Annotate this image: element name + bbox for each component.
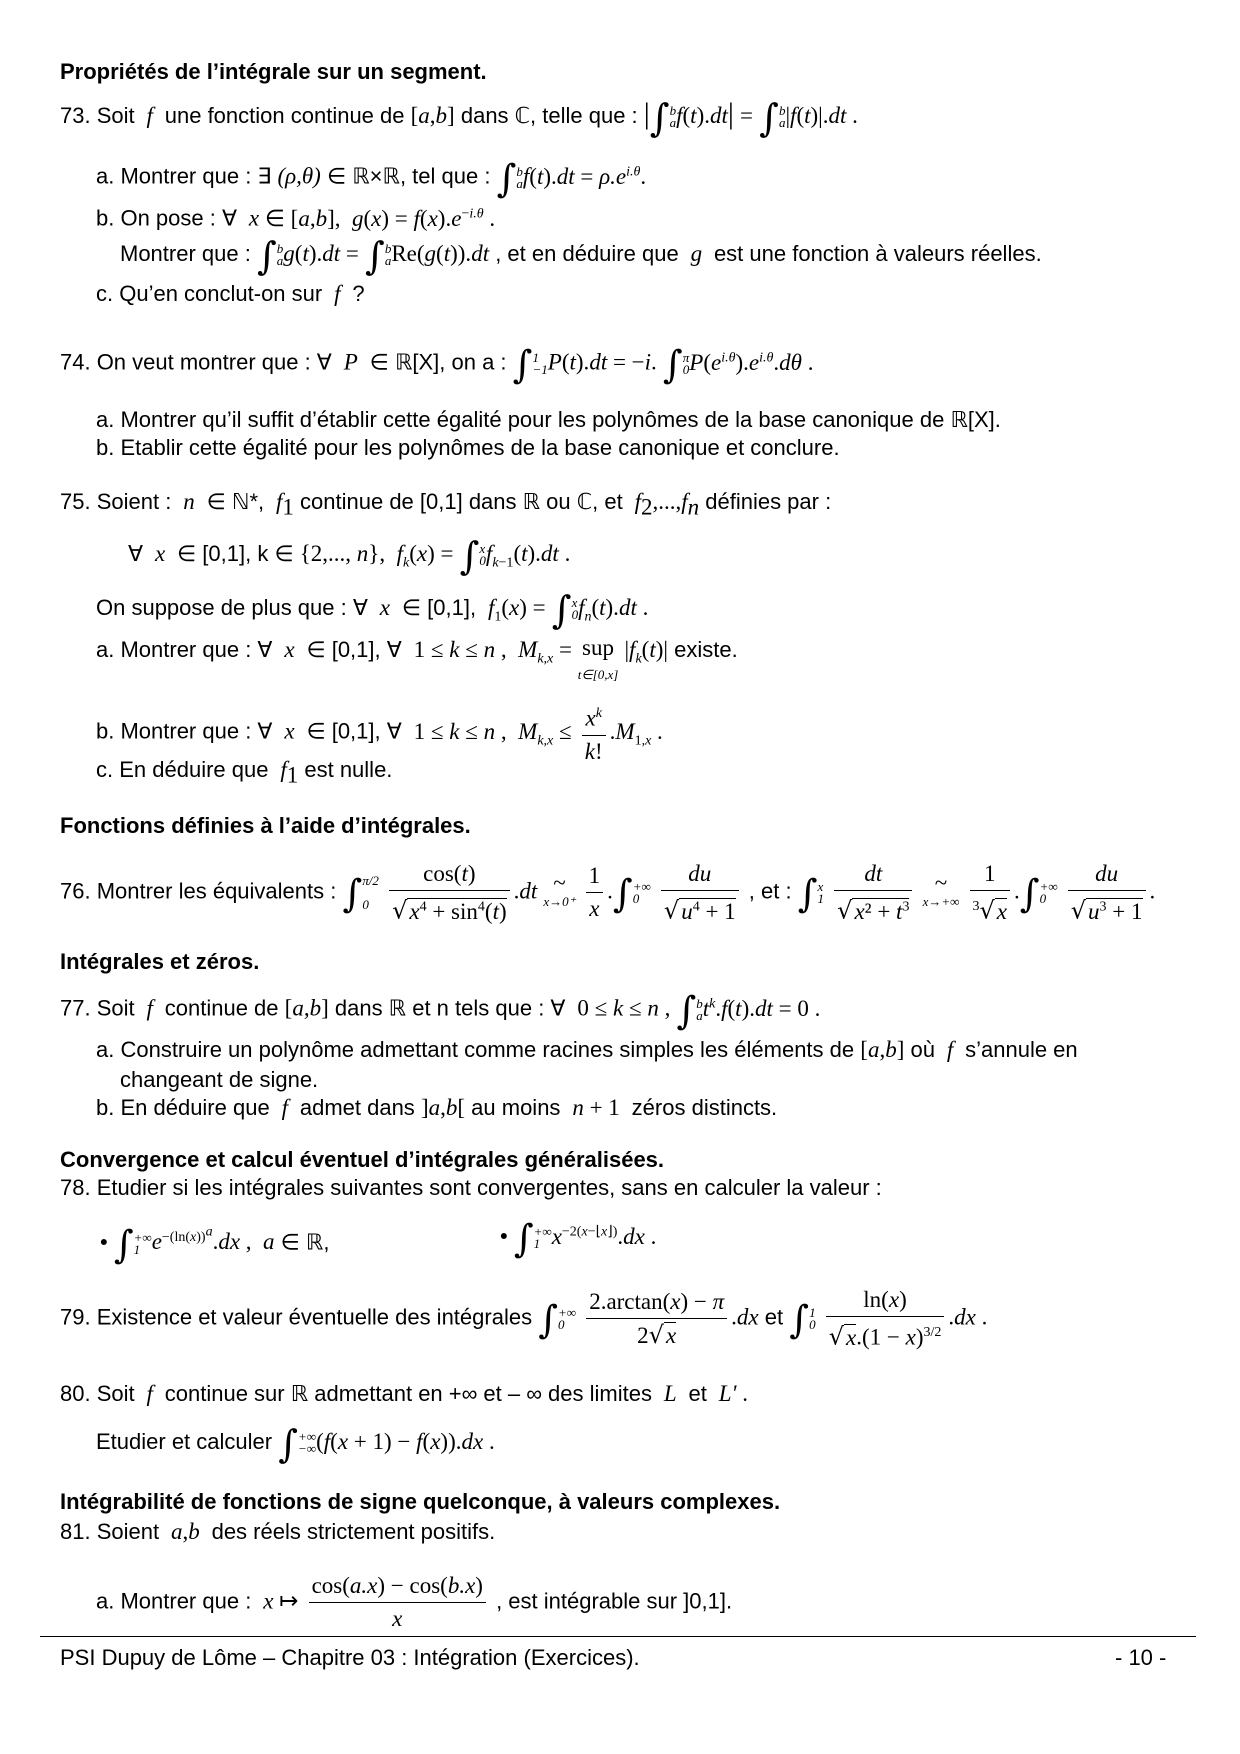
section-heading: Fonctions définies à l’aide d’intégrales. [60,813,471,838]
exercise-73c: c. Qu’en conclut-on sur f ? [96,281,365,306]
exercise-77b: b. En déduire que f admet dans ]a,b[ au moins n + 1 zéros distincts. [96,1095,778,1120]
exercise-75-definition: ∀ x ∈ [0,1], k ∈ {2,..., n}, $f_k(x) = \int x$ $0f_{k-1}(t).dt$ . [128,534,571,578]
exercise-73a: a. Montrer que : ∃ (ρ,θ) ∈ ℝ×ℝ, tel que : ∫b $af(t).dt = \rho.e^{i.\theta}$. [96,156,647,201]
exercise-75b: b. Montrer que : ∀ x ∈ [0,1], ∀ 1 ≤ k ≤ n , $M_{k,x}$ ≤ $\frac{x^k}{k!}$ $.M_{1,x}$ . [96,700,663,766]
exercise-81a: a. Montrer que : x ↦ $\frac{\cos(a.x) - \cos(b.x)}{x}$ , est intégrable sur ]0,1]. [96,1573,733,1631]
page-number: - 10 - [1115,1645,1167,1670]
exercise-75c: c. En déduire que $f_1$ est nulle. [96,757,393,788]
exercise-77a-2: changeant de signe. [120,1067,319,1092]
exercise-78-integral-1: • ∫+∞ 1 $e^{-(ln(x))^a}.dx$ , a ∈ ℝ, [100,1222,330,1267]
section-heading: Convergence et calcul éventuel d’intégrales généralisées. [60,1147,665,1172]
exercise-75-statement: 75. Soient : n ∈ ℕ*, $f_1$ continue de [0,1] dans ℝ ou ℂ, et $f_2,...,f_n$ définies par : [60,489,832,520]
exercise-75-hypothesis: On suppose de plus que : ∀ x ∈ [0,1], $f_1(x) = \int x$ $0f_n(t).dt$ . [96,588,649,632]
footer-rule [40,1636,1196,1637]
exercise-78-statement: 78. Etudier si les intégrales suivantes sont convergentes, sans en calculer la valeur : [60,1175,882,1200]
exercise-76-statement: 76. Montrer les équivalents : ∫π/2 0 $\frac{\cos(t)}{√x^4 + \sin^4(t)}$ .dt ~ x→0⁺ $\frac{1}{x}$ .∫+∞ 0 $\frac{du}{√u^4 + 1}$ , et : ∫x 1 $\frac{dt}{√x^2 + t^3}$ ~ x→+∞ $\frac{1}{^3√x}$ .∫+∞ 0 $\frac{du}{√u^3 + 1}$ . [60,861,1156,925]
exercise-81-statement: 81. Soient a,b des réels strictement positifs. [60,1519,496,1544]
exercise-73b: b. On pose : ∀ x ∈ [a,b], $g(x) = f(x).e^{-i.\theta}$ . [96,205,496,231]
footer-title: PSI Dupuy de Lôme – Chapitre 03 : Intégration (Exercices). [60,1645,640,1670]
exercise-80-statement: 80. Soit f continue sur ℝ admettant en +∞ et – ∞ des limites L et L' . [60,1381,748,1406]
exercise-77a: a. Construire un polynôme admettant comme racines simples les éléments de [a,b] où f s’annule en [96,1037,1078,1062]
exercise-80-2: Etudier et calculer ∫+∞ −∞(f(x + 1) − f(x)).dx . [96,1422,495,1466]
section-heading: Propriétés de l’intégrale sur un segment. [60,59,487,84]
exercise-79-statement: 79. Existence et valeur éventuelle des intégrales ∫+∞ 0 $\frac{2.\arctan(x) - \pi}{2√x}$ .dx et ∫1 0 $\frac{\ln(x)}{√x.(1 - x)^{3/2}}$ .dx . [60,1287,988,1351]
section-heading: Intégrabilité de fonctions de signe quelconque, à valeurs complexes. [60,1489,781,1514]
exercise-73b-2: Montrer que : ∫b ag(t).dt = ∫b aRe(g(t)).dt , et en déduire que g est une fonction à valeurs réelles. [120,234,1042,278]
exercise-74-statement: 74. On veut montrer que : ∀ P ∈ ℝ[X], on a : ∫1 −1P(t).dt = −i. ∫π $0P(e^{i.\theta}).e^{i.\theta}.d\theta$ . [60,342,814,387]
exercise-74a: a. Montrer qu’il suffit d’établir cette égalité pour les polynômes de la base canonique de ℝ[X]. [96,407,1001,432]
section-heading: Intégrales et zéros. [60,949,260,974]
exercise-77-statement: 77. Soit f continue de [a,b] dans ℝ et n tels que : ∀ 0 ≤ k ≤ n , ∫b $at^k.f(t).dt = 0$ . [60,988,821,1033]
exercise-73-statement: 73. Soit f une fonction continue de [a,b] dans ℂ, telle que : |∫b af(t).dt| = ∫b a|f(t)|.dt . [60,96,858,140]
exercise-78-integral-2: • ∫+∞ 1 $x^{-2(x-⌊x⌋)}.dx$ . [500,1216,657,1261]
exercise-74b: b. Etablir cette égalité pour les polynômes de la base canonique et conclure. [96,435,840,460]
exercise-75a: a. Montrer que : ∀ x ∈ [0,1], ∀ 1 ≤ k ≤ n , $M_{k,x}$ = sup t∈[0,x] $|f_k(t)|$ existe. [96,635,738,682]
